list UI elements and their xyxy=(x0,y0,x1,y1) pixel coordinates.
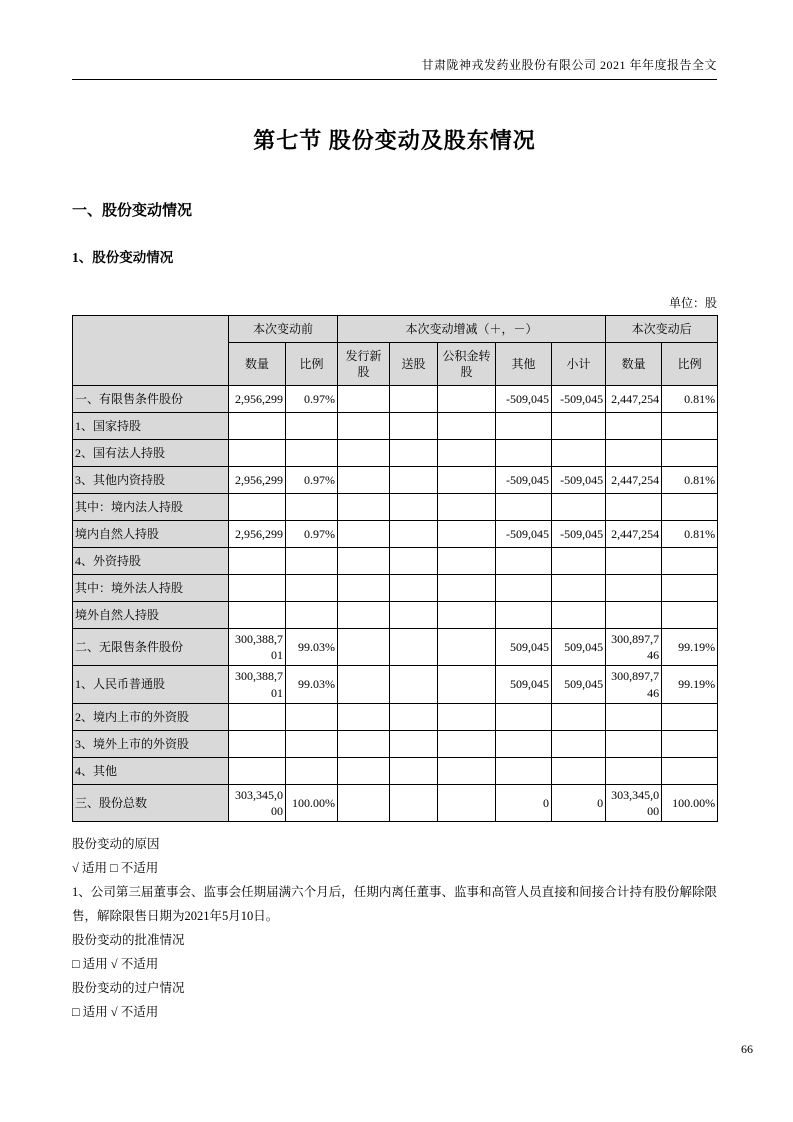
data-cell xyxy=(229,730,286,757)
data-cell: 99.19% xyxy=(662,629,718,666)
row-label-cell: 其中：境内法人持股 xyxy=(73,494,229,521)
data-cell xyxy=(286,730,338,757)
data-cell xyxy=(286,757,338,784)
row-label-cell: 3、境外上市的外资股 xyxy=(73,730,229,757)
data-cell xyxy=(438,521,496,548)
row-label-cell: 1、人民币普通股 xyxy=(73,666,229,703)
data-cell xyxy=(496,548,552,575)
data-cell: 0 xyxy=(496,784,552,821)
row-label-cell: 三、股份总数 xyxy=(73,784,229,821)
data-cell xyxy=(606,575,662,602)
data-cell xyxy=(286,548,338,575)
col-header-new-issue: 发行新股 xyxy=(338,343,390,386)
data-cell xyxy=(438,413,496,440)
data-cell: 300,897,746 xyxy=(606,629,662,666)
data-cell xyxy=(390,666,438,703)
data-cell xyxy=(438,730,496,757)
data-cell xyxy=(286,440,338,467)
data-cell xyxy=(662,548,718,575)
col-header-qty-after: 数量 xyxy=(606,343,662,386)
share-change-table xyxy=(72,315,718,822)
data-cell xyxy=(390,575,438,602)
data-cell xyxy=(338,467,390,494)
data-cell xyxy=(229,703,286,730)
data-cell xyxy=(438,575,496,602)
table-row xyxy=(73,494,718,521)
row-label-cell: 4、其他 xyxy=(73,757,229,784)
row-label-cell: 一、有限售条件股份 xyxy=(73,386,229,413)
data-cell xyxy=(338,629,390,666)
data-cell xyxy=(438,602,496,629)
table-row xyxy=(73,467,718,494)
data-cell: 300,388,701 xyxy=(229,666,286,703)
data-cell xyxy=(286,575,338,602)
data-cell: 509,045 xyxy=(552,629,606,666)
table-row xyxy=(73,575,718,602)
data-cell xyxy=(606,757,662,784)
data-cell xyxy=(338,666,390,703)
data-cell: 0.97% xyxy=(286,386,338,413)
data-cell xyxy=(606,440,662,467)
data-cell xyxy=(438,386,496,413)
data-cell xyxy=(338,703,390,730)
data-cell xyxy=(606,548,662,575)
data-cell xyxy=(662,494,718,521)
data-cell xyxy=(390,440,438,467)
data-cell: 0.81% xyxy=(662,521,718,548)
table-row xyxy=(73,757,718,784)
data-cell xyxy=(229,494,286,521)
data-cell: -509,045 xyxy=(496,386,552,413)
col-header-reserve-conversion: 公积金转股 xyxy=(438,343,496,386)
data-cell: 99.03% xyxy=(286,629,338,666)
group-header-change: 本次变动增减（＋，－） xyxy=(338,316,606,343)
data-cell xyxy=(552,730,606,757)
data-cell xyxy=(338,784,390,821)
data-cell xyxy=(606,730,662,757)
data-cell xyxy=(229,548,286,575)
row-label-cell: 1、国家持股 xyxy=(73,413,229,440)
data-cell xyxy=(338,521,390,548)
data-cell xyxy=(496,757,552,784)
data-cell xyxy=(552,575,606,602)
data-cell: -509,045 xyxy=(552,386,606,413)
data-cell xyxy=(229,602,286,629)
data-cell xyxy=(338,757,390,784)
section-heading: 一、股份变动情况 xyxy=(72,203,193,219)
data-cell xyxy=(338,548,390,575)
data-cell xyxy=(229,440,286,467)
data-cell xyxy=(496,602,552,629)
data-cell xyxy=(552,494,606,521)
data-cell xyxy=(338,730,390,757)
data-cell: 0.81% xyxy=(662,386,718,413)
row-label-cell: 3、其他内资持股 xyxy=(73,467,229,494)
data-cell xyxy=(552,413,606,440)
data-cell: 509,045 xyxy=(552,666,606,703)
data-cell xyxy=(438,494,496,521)
data-cell: -509,045 xyxy=(552,521,606,548)
report-header-title: 甘肃陇神戎发药业股份有限公司 2021 年年度报告全文 xyxy=(421,58,717,72)
table-row xyxy=(73,629,718,666)
note-reason-title: 股份变动的原因 xyxy=(72,837,160,852)
page-number: 66 xyxy=(741,1042,753,1056)
row-label-cell: 境外自然人持股 xyxy=(73,602,229,629)
data-cell xyxy=(438,703,496,730)
data-cell xyxy=(606,602,662,629)
data-cell xyxy=(662,730,718,757)
data-cell xyxy=(338,413,390,440)
data-cell xyxy=(338,440,390,467)
data-cell xyxy=(496,440,552,467)
data-cell xyxy=(438,440,496,467)
data-cell xyxy=(438,467,496,494)
data-cell xyxy=(286,602,338,629)
data-cell xyxy=(552,548,606,575)
data-cell: 2,447,254 xyxy=(606,467,662,494)
data-cell xyxy=(496,413,552,440)
data-cell: 0.81% xyxy=(662,467,718,494)
table-row xyxy=(73,784,718,821)
data-cell xyxy=(390,602,438,629)
data-cell xyxy=(338,575,390,602)
data-cell xyxy=(662,440,718,467)
note-transfer-choice: □ 适用 √ 不适用 xyxy=(72,1005,159,1020)
data-cell xyxy=(552,757,606,784)
note-reason-choice: √ 适用 □ 不适用 xyxy=(72,861,159,876)
note-reason-text: 1、公司第三届董事会、监事会任期届满六个月后，任期内离任董事、监事和高管人员直接和间接合计持有股份解除限售，解除限售日期为2021年5月10日。 xyxy=(72,885,717,924)
table-row xyxy=(73,521,718,548)
data-cell: 99.03% xyxy=(286,666,338,703)
data-cell xyxy=(229,575,286,602)
data-cell xyxy=(606,703,662,730)
data-cell: 2,447,254 xyxy=(606,521,662,548)
col-header-bonus-shares: 送股 xyxy=(390,343,438,386)
data-cell xyxy=(606,413,662,440)
data-cell xyxy=(390,784,438,821)
data-cell xyxy=(552,602,606,629)
table-row xyxy=(73,666,718,703)
note-approval-choice: □ 适用 √ 不适用 xyxy=(72,957,159,972)
subsection-heading: 1、股份变动情况 xyxy=(72,250,174,265)
data-cell xyxy=(286,413,338,440)
row-label-cell: 2、国有法人持股 xyxy=(73,440,229,467)
col-header-ratio-before: 比例 xyxy=(286,343,338,386)
table-row xyxy=(73,440,718,467)
page-title: 第七节 股份变动及股东情况 xyxy=(253,128,536,153)
table-row xyxy=(73,548,718,575)
data-cell xyxy=(438,548,496,575)
data-cell: 2,447,254 xyxy=(606,386,662,413)
col-header-ratio-after: 比例 xyxy=(662,343,718,386)
data-cell: -509,045 xyxy=(552,467,606,494)
row-label-cell: 其中：境外法人持股 xyxy=(73,575,229,602)
data-cell xyxy=(662,413,718,440)
data-cell xyxy=(438,629,496,666)
data-cell: 0.97% xyxy=(286,467,338,494)
col-header-subtotal: 小计 xyxy=(552,343,606,386)
share-table-body xyxy=(73,386,718,822)
data-cell: 303,345,000 xyxy=(606,784,662,821)
data-cell xyxy=(438,784,496,821)
data-cell: 300,897,746 xyxy=(606,666,662,703)
data-cell xyxy=(229,413,286,440)
data-cell xyxy=(496,703,552,730)
data-cell xyxy=(438,757,496,784)
row-label-cell: 2、境内上市的外资股 xyxy=(73,703,229,730)
data-cell xyxy=(390,413,438,440)
data-cell xyxy=(338,494,390,521)
data-cell xyxy=(662,575,718,602)
data-cell xyxy=(390,629,438,666)
data-cell: 0.97% xyxy=(286,521,338,548)
data-cell xyxy=(552,703,606,730)
data-cell: 0 xyxy=(552,784,606,821)
table-row xyxy=(73,602,718,629)
data-cell: 509,045 xyxy=(496,629,552,666)
data-cell: 99.19% xyxy=(662,666,718,703)
row-label-cell: 4、外资持股 xyxy=(73,548,229,575)
group-header-before: 本次变动前 xyxy=(229,316,338,343)
data-cell xyxy=(286,494,338,521)
notes-section xyxy=(72,832,717,1024)
data-cell: 2,956,299 xyxy=(229,521,286,548)
data-cell: -509,045 xyxy=(496,521,552,548)
data-cell: 100.00% xyxy=(286,784,338,821)
table-row xyxy=(73,386,718,413)
data-cell: 509,045 xyxy=(496,666,552,703)
data-cell xyxy=(496,494,552,521)
group-header-after: 本次变动后 xyxy=(606,316,718,343)
table-row xyxy=(73,703,718,730)
data-cell xyxy=(390,521,438,548)
data-cell: 100.00% xyxy=(662,784,718,821)
data-cell: 300,388,701 xyxy=(229,629,286,666)
table-header-row-groups xyxy=(73,316,718,343)
col-header-qty-before: 数量 xyxy=(229,343,286,386)
note-approval-title: 股份变动的批准情况 xyxy=(72,933,185,948)
note-transfer-title: 股份变动的过户情况 xyxy=(72,981,185,996)
data-cell xyxy=(662,703,718,730)
unit-label: 单位：股 xyxy=(668,296,717,310)
data-cell xyxy=(390,757,438,784)
data-cell xyxy=(390,703,438,730)
col-header-other: 其他 xyxy=(496,343,552,386)
data-cell xyxy=(606,494,662,521)
data-cell xyxy=(390,494,438,521)
data-cell xyxy=(286,703,338,730)
data-cell xyxy=(338,602,390,629)
data-cell: 2,956,299 xyxy=(229,386,286,413)
row-label-cell: 二、无限售条件股份 xyxy=(73,629,229,666)
data-cell: 2,956,299 xyxy=(229,467,286,494)
row-label-cell: 境内自然人持股 xyxy=(73,521,229,548)
data-cell xyxy=(390,730,438,757)
data-cell xyxy=(338,386,390,413)
data-cell xyxy=(390,386,438,413)
data-cell xyxy=(496,730,552,757)
data-cell xyxy=(552,440,606,467)
data-cell: 303,345,000 xyxy=(229,784,286,821)
table-row xyxy=(73,413,718,440)
data-cell xyxy=(390,548,438,575)
data-cell xyxy=(438,666,496,703)
data-cell xyxy=(662,602,718,629)
data-cell xyxy=(496,575,552,602)
data-cell xyxy=(662,757,718,784)
report-header xyxy=(72,0,717,80)
data-cell xyxy=(390,467,438,494)
data-cell xyxy=(229,757,286,784)
table-row xyxy=(73,730,718,757)
table-corner-cell xyxy=(73,316,229,386)
data-cell: -509,045 xyxy=(496,467,552,494)
